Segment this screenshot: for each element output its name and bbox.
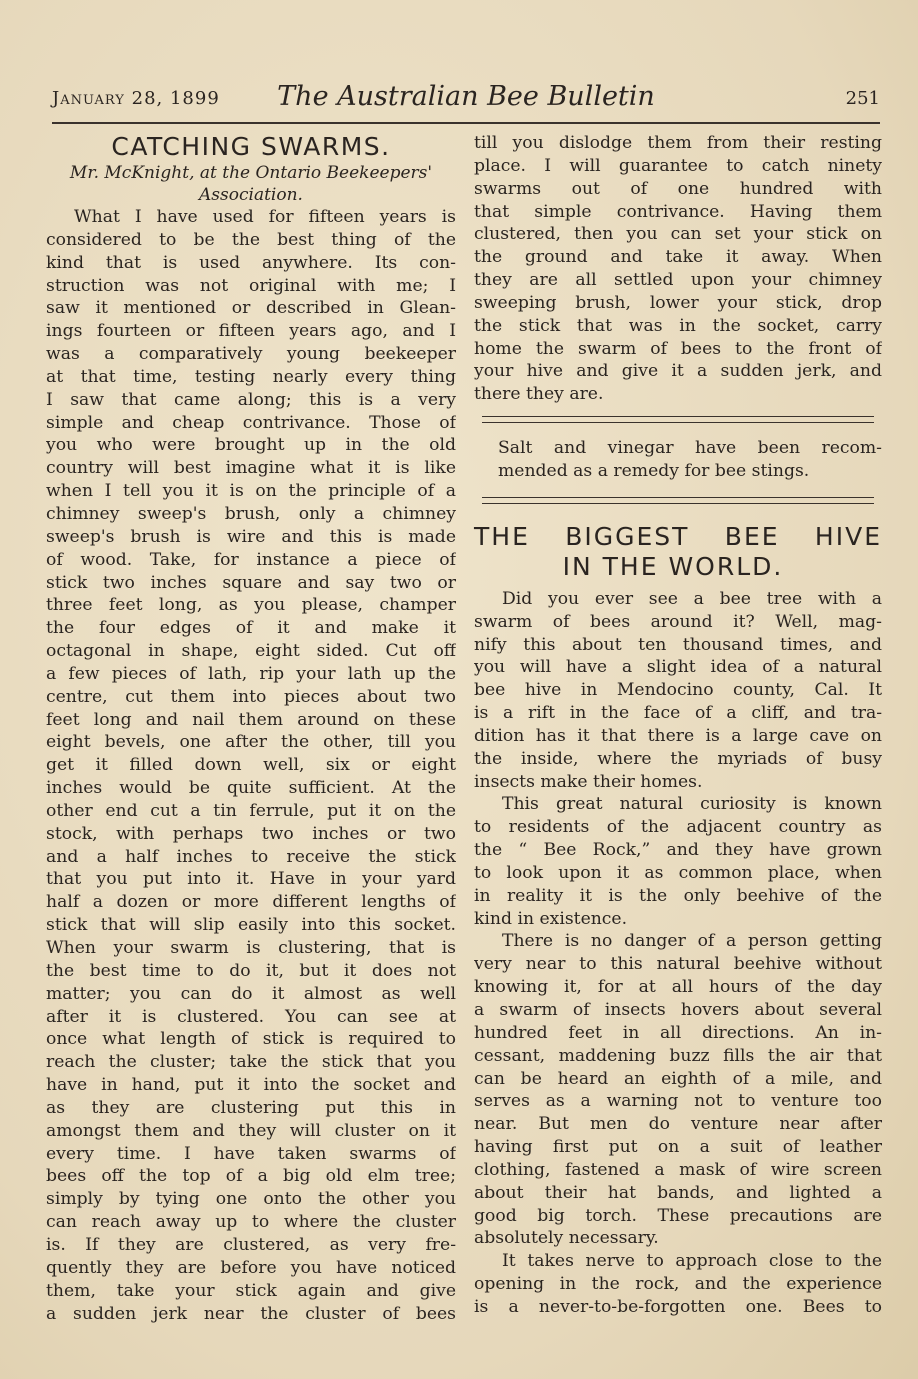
text-line: other end cut a tin ferrule, put it on the [46,800,456,821]
text-line: clustered, then you can set your stick on [474,224,882,245]
section-divider-2 [482,497,874,504]
text-line: swarm of bees around it? Well, mag- [474,611,882,632]
text-line: amongst them and they will cluster on it [46,1120,456,1141]
text-line: you who were brought up in the old [46,435,456,456]
text-line: about their hat bands, and lighted a [474,1182,882,1203]
text-line: and a half inches to receive the stick [46,846,456,867]
text-line: absolutely necessary. [474,1228,659,1249]
text-line: the best time to do it, but it does not [46,960,456,981]
text-line: eight bevels, one after the other, till you [46,732,456,753]
text-line: having first put on a suit of leather [474,1137,882,1158]
text-line: after it is clustered. You can see at [46,1006,456,1027]
text-line: What I have used for fifteen years is [74,207,456,227]
text-line: centre, cut them into pieces about two [46,686,456,707]
text-line: near. But men do venture near after [474,1114,882,1135]
article-title-line-1: THE BIGGEST BEE HIVE [474,521,882,551]
text-line: I saw that came along; this is a very [46,389,456,410]
text-line: them, take your stick again and give [46,1280,456,1301]
text-line: Salt and vinegar have been recom- [498,438,882,459]
text-line: saw it mentioned or described in Glean- [46,298,456,319]
text-line: stick that will slip easily into this socket. [46,915,456,936]
text-line: a sudden jerk near the cluster of bees [46,1303,456,1324]
text-line: cessant, maddening buzz fills the air that [474,1045,882,1066]
text-line: is a never-to-be-forgotten one. Bees to [474,1296,882,1317]
text-line: bees off the top of a big old elm tree; [46,1166,456,1187]
text-line: the stick that was in the socket, carry [474,315,882,336]
text-line: stick two inches square and say two or [46,572,456,593]
text-line: the ground and take it away. When [474,247,882,268]
article-byline-1: Mr. McKnight, at the Ontario Beekeepers' [69,163,433,183]
text-line: swarms out of one hundred with [474,178,882,199]
text-line: sweeping brush, lower your stick, drop [474,292,882,313]
journal-title: The Australian Bee Bulletin [277,81,655,112]
text-line: Did you ever see a bee tree with a [502,588,882,609]
text-line: to residents of the adjacent country as [474,817,882,838]
text-line: dition has it that there is a large cave on [474,725,882,746]
text-line: country will best imagine what it is like [46,458,456,479]
text-line: can be heard an eighth of a mile, and [474,1068,882,1089]
text-line: at that time, testing nearly every thing [46,366,456,387]
text-line: half a dozen or more different lengths of [46,892,456,913]
section-divider-1 [482,416,874,423]
text-line: get it filled down well, six or eight [46,755,456,776]
left-column [46,132,456,1325]
text-line: This great natural curiosity is known [502,794,882,815]
article-title-line-2-wrap [474,552,882,582]
text-line: can reach away up to where the cluster [46,1212,456,1233]
text-line: stock, with perhaps two inches or two [46,823,456,844]
text-line: simple and cheap contrivance. Those of [46,412,456,433]
text-line: the inside, where the myriads of busy [474,748,882,769]
text-line: feet long and nail them around on these [46,709,456,730]
text-line: kind that is used anywhere. Its con- [46,252,456,273]
text-line: ings fourteen or fifteen years ago, and I [46,321,456,342]
article-title-line-2: IN THE WORLD. [562,551,784,581]
text-line: struction was not original with me; I [46,275,456,296]
text-line: as they are clustering put this in [46,1097,456,1118]
text-line: serves as a warning not to venture too [474,1091,882,1112]
text-line: to look upon it as common place, when [474,862,882,883]
article-body-catching-swarms [46,206,456,1325]
article-byline-2: Association. [199,185,303,205]
text-line: that simple contrivance. Having them [474,201,882,222]
page-number: 251 [845,88,880,109]
text-line: of wood. Take, for instance a piece of [46,549,456,570]
note-bee-stings [474,437,882,483]
text-line: was a comparatively young beekeeper [46,344,456,365]
article-body-biggest-bee-hive [474,588,882,1319]
text-line: octagonal in shape, eight sided. Cut off [46,641,456,662]
text-line: very near to this natural beehive without [474,954,882,975]
text-line: inches would be quite sufficient. At the [46,778,456,799]
text-line: opening in the rock, and the experience [474,1274,882,1295]
text-line: till you dislodge them from their resting [474,133,882,153]
text-line: once what length of stick is required to [46,1029,456,1050]
text-line: the four edges of it and make it [46,618,456,639]
text-line: nify this about ten thousand times, and [474,634,882,655]
text-line: your hive and give it a sudden jerk, and [474,361,882,382]
text-line: three feet long, as you please, champer [46,595,456,616]
text-line: a swarm of insects hovers about several [474,1000,882,1020]
text-line: simply by tying one onto the other you [46,1189,456,1210]
text-line: a few pieces of lath, rip your lath up the [46,663,456,684]
header-date: January 28, 1899 [52,88,220,109]
text-line: It takes nerve to approach close to the [502,1251,882,1272]
right-column [474,132,882,1319]
text-line: there they are. [474,384,604,405]
text-line: sweep's brush is wire and this is made [46,526,456,547]
text-line: insects make their homes. [474,771,703,792]
text-line: is. If they are clustered, as very fre- [46,1234,456,1255]
article-title-catching-swarms: CATCHING SWARMS. [111,132,391,161]
text-line: you will have a slight idea of a natural [474,657,882,678]
text-line: quently they are before you have noticed [46,1257,456,1278]
text-line: mended as a remedy for bee stings. [498,460,810,481]
text-line: chimney sweep's brush, only a chimney [46,503,456,524]
text-line: considered to be the best thing of the [46,229,456,250]
text-line: knowing it, for at all hours of the day [474,977,882,998]
text-line: clothing, fastened a mask of wire screen [474,1159,882,1180]
text-line: bee hive in Mendocino county, Cal. It [474,680,882,701]
text-line: good big torch. These precautions are [474,1205,882,1226]
page-header [52,81,880,116]
text-line: There is no danger of a person getting [502,931,882,952]
text-line: they are all settled upon your chimney [474,270,882,291]
text-line: have in hand, put it into the socket and [46,1075,456,1096]
text-line: is a rift in the face of a cliff, and tra- [474,703,882,724]
text-line: when I tell you it is on the principle of a [46,481,456,502]
text-line: reach the cluster; take the stick that you [46,1052,456,1073]
article-title-biggest-bee-hive [474,522,882,552]
header-rule [52,122,880,124]
text-line: When your swarm is clustering, that is [46,938,456,958]
article-continuation-catching-swarms [474,132,882,406]
text-line: hundred feet in all directions. An in- [474,1022,882,1043]
text-line: every time. I have taken swarms of [46,1143,456,1164]
text-line: the “ Bee Rock,” and they have grown [474,840,882,861]
text-line: in reality it is the only beehive of the [474,885,882,906]
text-line: kind in existence. [474,908,628,929]
text-line: that you put into it. Have in your yard [46,869,456,890]
text-line: place. I will guarantee to catch ninety [474,155,882,176]
text-line: home the swarm of bees to the front of [474,338,882,359]
text-line: matter; you can do it almost as well [46,983,456,1004]
